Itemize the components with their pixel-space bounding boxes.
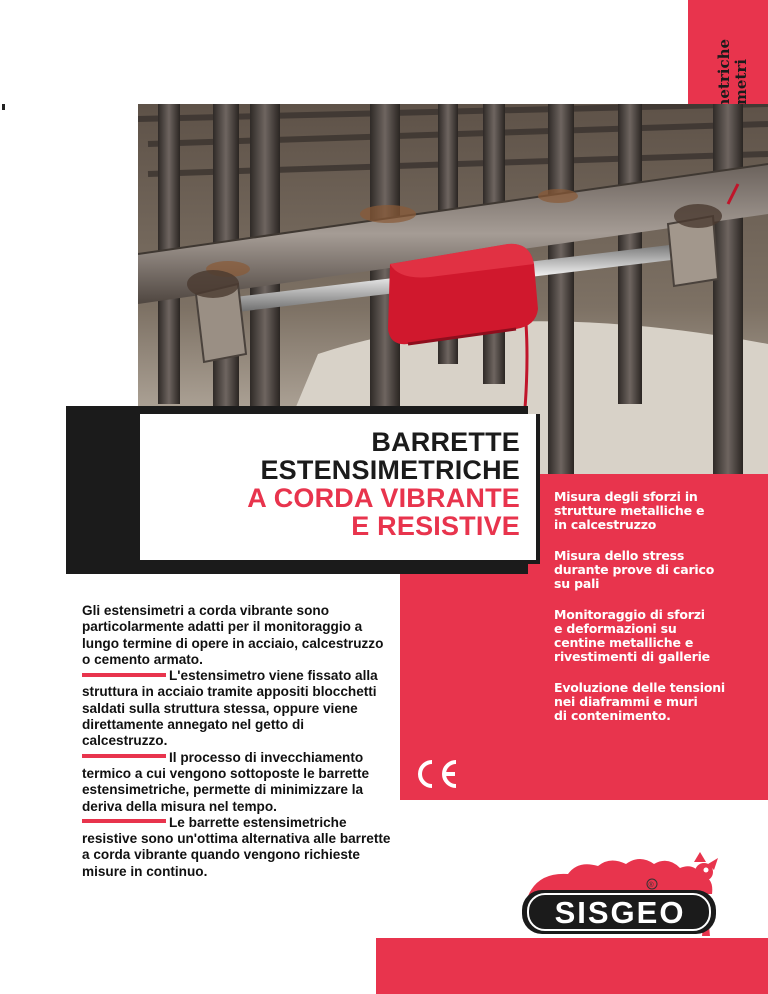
description-paragraph-2-text: L'estensimetro viene fissato alla struttura in acciaio tramite appositi blocchetti saldati sulla struttura stessa, oppure viene direttamente annegato nel getto di calcestruzzo. — [82, 668, 378, 749]
logo-name: SISGEO — [554, 895, 686, 930]
title-box — [140, 414, 540, 564]
footer-bar — [376, 938, 768, 994]
feature-item: Misura degli sforzi in strutture metalliche e in calcestruzzo — [554, 489, 705, 532]
description-paragraph-3 — [82, 750, 392, 815]
description-paragraph-4 — [82, 815, 392, 880]
description-paragraph-3-text: Il processo di invecchiamento termico a cui vengono sottoposte le barrette estensimetriche, permette di minimizzare la deriva della misura nel tempo. — [82, 749, 370, 814]
feature-item: Evoluzione delle tensioni nei diaframmi e muri di contenimento. — [554, 680, 726, 723]
edge-mark — [2, 104, 5, 110]
description-paragraph-4-text: Le barrette estensimetriche resistive sono un'ottima alternativa alle barrette a corda vibrante quando vengono richieste misure in continuo. — [82, 814, 391, 879]
feature-item: Monitoraggio di sforzi e deformazioni su centine metalliche e rivestimenti di gallerie — [554, 607, 710, 664]
feature-item: Misura dello stress durante prove di carico su pali — [554, 548, 715, 591]
title-line-4: E RESISTIVE — [351, 511, 520, 541]
paragraph-dash — [82, 819, 166, 823]
title-line-3: A CORDA VIBRANTE — [247, 483, 520, 513]
description-paragraph-2 — [82, 668, 392, 749]
feature-list — [554, 490, 760, 740]
title-line-1: BARRETTE — [371, 427, 520, 457]
paragraph-dash — [82, 754, 166, 758]
description — [82, 603, 392, 880]
paragraph-dash — [82, 673, 166, 677]
logo-registered: ® — [648, 882, 654, 889]
ce-mark-icon — [412, 757, 460, 791]
title-line-2: ESTENSIMETRICHE — [260, 455, 520, 485]
description-paragraph-1: Gli estensimetri a corda vibrante sono particolarmente adatti per il monitoraggio a lungo termine di opere in acciaio, calcestruzzo o cemento armato. — [82, 603, 384, 667]
